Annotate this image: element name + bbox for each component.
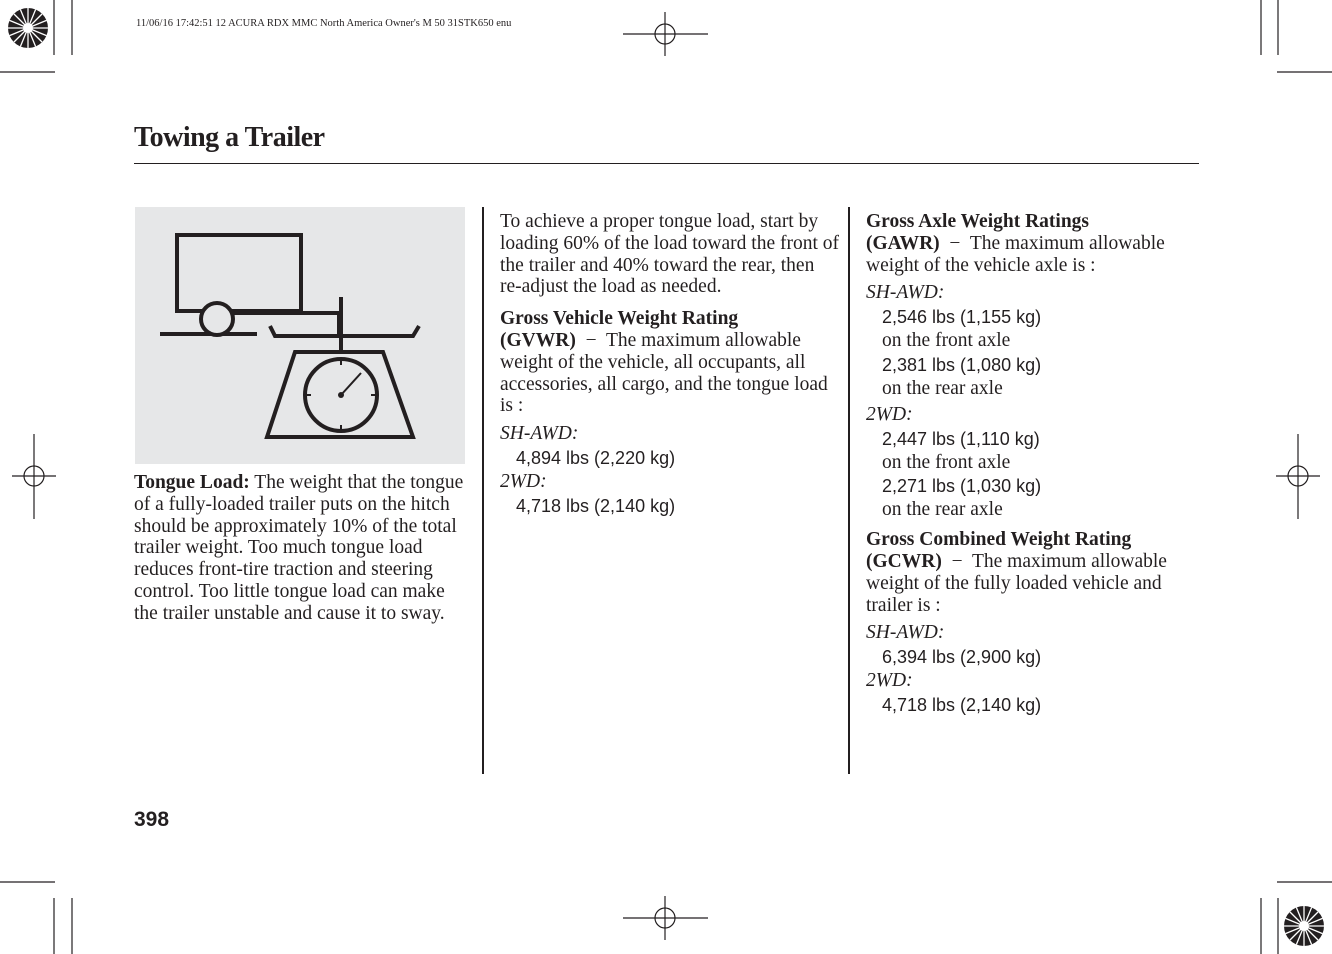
gcwr-sh-awd-value: 6,394 lbs (2,900 kg) bbox=[882, 647, 1042, 668]
column-divider-2 bbox=[848, 207, 850, 774]
tongue-load-label: Tongue Load: bbox=[134, 472, 250, 493]
gawr-title: Gross Axle Weight Ratings bbox=[866, 211, 1090, 232]
gawr-2wd-front-label: on the front axle bbox=[882, 451, 1011, 473]
gawr-2wd-label: 2WD: bbox=[866, 403, 913, 425]
gvwr-2wd-value: 4,718 lbs (2,140 kg) bbox=[516, 495, 676, 516]
tongue-load-text: The weight that the tongue of a fully-loaded trailer puts on the hitch should be approximately 10% of the total trailer weight. Too much tongue load reduces front-tire traction and steering control. Too little tongue load can make the trailer unstable and cause it to sway. bbox=[134, 472, 464, 624]
page-title: Towing a Trailer bbox=[134, 122, 325, 153]
gawr-sh-front-label: on the front axle bbox=[882, 330, 1011, 352]
dash: − bbox=[951, 550, 963, 572]
gcwr-title: Gross Combined Weight Rating bbox=[866, 529, 1132, 551]
gawr-sh-awd-label: SH-AWD: bbox=[866, 282, 945, 304]
dash: − bbox=[949, 232, 961, 254]
gawr-2wd-rear-value: 2,271 lbs (1,030 kg) bbox=[882, 476, 1042, 497]
gawr-sh-rear-value: 2,381 lbs (1,080 kg) bbox=[882, 354, 1042, 375]
loading-intro: To achieve a proper tongue load, start by loading 60% of the load toward the front of the trailer and 40% toward the rear, then re-adjust the load as needed. bbox=[500, 211, 839, 298]
gawr-text: The maximum allowable weight of the vehicle axle is : bbox=[866, 232, 1165, 276]
page-number: 398 bbox=[134, 808, 170, 831]
gcwr-text: The maximum allowable weight of the fully loaded vehicle and trailer is : bbox=[866, 550, 1167, 616]
gvwr-2wd-label: 2WD: bbox=[500, 470, 547, 492]
gcwr-2wd-label: 2WD: bbox=[866, 670, 913, 692]
gvwr-title: Gross Vehicle Weight Rating bbox=[500, 308, 739, 330]
gcwr-sh-awd-label: SH-AWD: bbox=[866, 622, 945, 644]
column-3 bbox=[866, 211, 1206, 718]
dash: − bbox=[585, 329, 597, 351]
gcwr-abbr: (GCWR) bbox=[866, 550, 942, 572]
column-2 bbox=[500, 211, 840, 519]
gvwr-sh-awd-label: SH-AWD: bbox=[500, 423, 579, 445]
tongue-load-illustration bbox=[135, 207, 465, 464]
gawr-sh-front-value: 2,546 lbs (1,155 kg) bbox=[882, 307, 1042, 328]
print-header-info: 11/06/16 17:42:51 12 ACURA RDX MMC North America Owner's M 50 31STK650 enu bbox=[136, 18, 512, 29]
gvwr-abbr: (GVWR) bbox=[500, 329, 576, 351]
trailer-scale-icon bbox=[135, 207, 465, 464]
gvwr-text: The maximum allowable weight of the vehicle, all occupants, all accessories, all cargo, and the tongue load is : bbox=[500, 329, 828, 417]
gawr-2wd-front-value: 2,447 lbs (1,110 kg) bbox=[882, 428, 1040, 449]
tongue-load-paragraph bbox=[134, 472, 470, 625]
title-rule bbox=[134, 163, 1199, 164]
gcwr-2wd-value: 4,718 lbs (2,140 kg) bbox=[882, 694, 1042, 715]
gawr-sh-rear-label: on the rear axle bbox=[882, 377, 1003, 399]
gawr-2wd-rear-label: on the rear axle bbox=[882, 499, 1003, 521]
column-divider-1 bbox=[482, 207, 484, 774]
gawr-abbr: (GAWR) bbox=[866, 232, 940, 254]
gvwr-sh-awd-value: 4,894 lbs (2,220 kg) bbox=[516, 447, 676, 468]
